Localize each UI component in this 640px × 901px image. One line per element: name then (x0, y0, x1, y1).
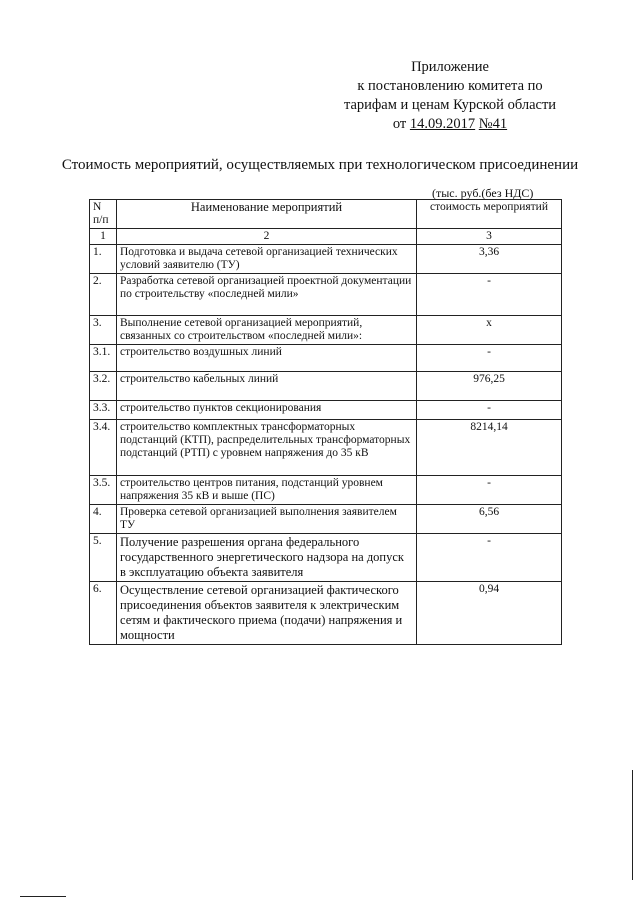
date-prefix: от (392, 116, 407, 132)
appendix-dateline (300, 115, 600, 134)
row-cost: 0,94 (417, 582, 562, 645)
row-cost: 8214,14 (417, 420, 562, 476)
row-number: 4. (90, 505, 117, 534)
row-number: 2. (90, 274, 117, 316)
appendix-header (300, 58, 600, 134)
row-cost: - (417, 401, 562, 420)
table-row (90, 476, 562, 505)
measures-table (89, 199, 562, 645)
row-number: 1. (90, 245, 117, 274)
row-name: Разработка сетевой организацией проектной документации по строительству «последней мили» (117, 274, 417, 316)
header-name: Наименование мероприятий (117, 200, 417, 229)
row-number: 6. (90, 582, 117, 645)
row-number: 3.5. (90, 476, 117, 505)
row-cost: - (417, 534, 562, 582)
row-name: Осуществление сетевой организацией фактического присоединения объектов заявителя к электрическим сетям и фактического приема (подачи) напряжения и мощности (117, 582, 417, 645)
row-cost: x (417, 316, 562, 345)
row-name: строительство комплектных трансформаторных подстанций (КТП), распределительных трансформаторных подстанций (РТП) с уровнем напряжения до 35 кВ (117, 420, 417, 476)
row-name: Проверка сетевой организацией выполнения заявителем ТУ (117, 505, 417, 534)
resolution-number: №41 (478, 116, 508, 132)
row-cost: - (417, 345, 562, 372)
row-cost: - (417, 274, 562, 316)
row-number: 3. (90, 316, 117, 345)
table-row (90, 534, 562, 582)
row-number: 3.3. (90, 401, 117, 420)
column-index-row (90, 229, 562, 245)
row-name: строительство воздушных линий (117, 345, 417, 372)
table-row (90, 245, 562, 274)
row-cost: 976,25 (417, 372, 562, 401)
column-index-3: 3 (417, 229, 562, 245)
column-index-2: 2 (117, 229, 417, 245)
header-num: N п/п (90, 200, 117, 229)
scan-edge-line-right (632, 770, 633, 880)
table-row (90, 401, 562, 420)
row-name: строительство кабельных линий (117, 372, 417, 401)
row-name: строительство центров питания, подстанций уровнем напряжения 35 кВ и выше (ПС) (117, 476, 417, 505)
units-note: (тыс. руб.(без НДС) (432, 186, 534, 200)
row-cost: - (417, 476, 562, 505)
row-cost: 3,36 (417, 245, 562, 274)
table-row (90, 420, 562, 476)
table-row (90, 582, 562, 645)
row-number: 3.4. (90, 420, 117, 476)
row-name: Получение разрешения органа федерального государственного энергетического надзора на допуск в эксплуатацию объекта заявителя (117, 534, 417, 582)
row-number: 3.1. (90, 345, 117, 372)
appendix-line-2: к постановлению комитета по (357, 78, 543, 94)
table-row (90, 505, 562, 534)
scan-edge-line-bottom (20, 896, 66, 897)
row-number: 5. (90, 534, 117, 582)
appendix-line-1: Приложение (411, 59, 489, 75)
table-row (90, 316, 562, 345)
row-name: Подготовка и выдача сетевой организацией технических условий заявителю (ТУ) (117, 245, 417, 274)
table-row (90, 345, 562, 372)
column-index-1: 1 (90, 229, 117, 245)
header-cost: стоимость мероприятий (417, 200, 562, 229)
row-name: строительство пунктов секционирования (117, 401, 417, 420)
row-name: Выполнение сетевой организацией мероприятий, связанных со строительством «последней мили»: (117, 316, 417, 345)
resolution-date: 14.09.2017 (409, 116, 476, 132)
table-row (90, 274, 562, 316)
row-number: 3.2. (90, 372, 117, 401)
row-cost: 6,56 (417, 505, 562, 534)
table-row (90, 372, 562, 401)
header-row (90, 200, 562, 229)
appendix-line-3: тарифам и ценам Курской области (343, 97, 557, 113)
document-title: Стоимость мероприятий, осуществляемых при технологическом присоединении (61, 157, 579, 173)
